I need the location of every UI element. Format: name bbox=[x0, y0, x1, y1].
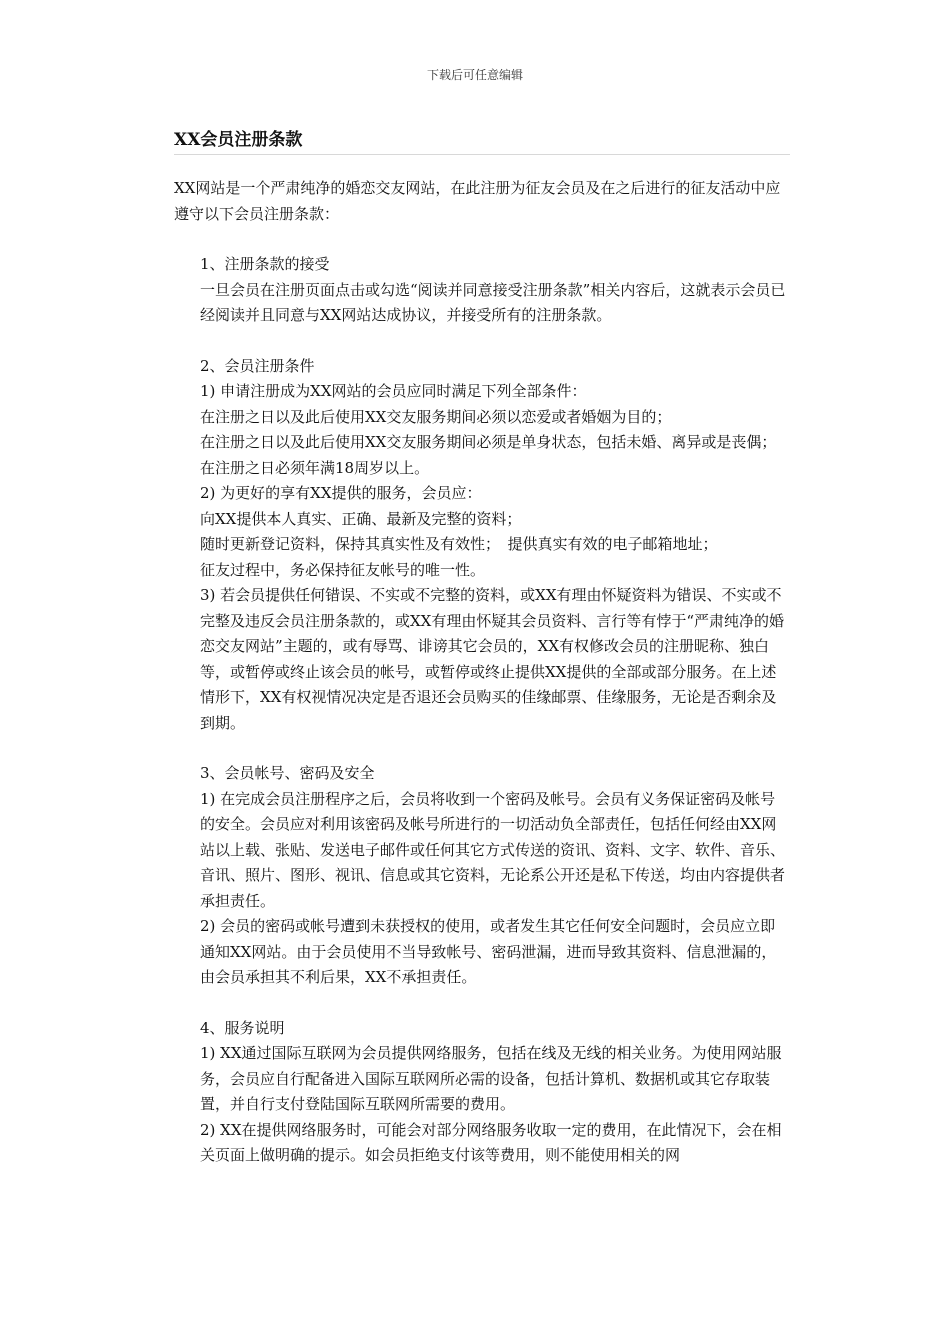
section-heading: 4、服务说明 bbox=[200, 1018, 285, 1037]
paragraph: 1) 在完成会员注册程序之后，会员将收到一个密码及帐号。会员有义务保证密码及帐号的安全。会员应对利用该密码及帐号所进行的一切活动负全部责任，包括任何经由XX网站以上载、张贴、发送电子邮件或任何其它方式传送的资讯、资料、文字、软件、音乐、音讯、照片、图形、视讯、信息或其它资料，无论系公开还是私下传送，均由内容提供者承担责任。 bbox=[200, 789, 786, 910]
section-1 bbox=[174, 252, 790, 329]
paragraph: 向XX提供本人真实、正确、最新及完整的资料； bbox=[200, 509, 522, 528]
paragraph: 在注册之日必须年满18周岁以上。 bbox=[200, 458, 430, 477]
paragraph: 一旦会员在注册页面点击或勾选“阅读并同意接受注册条款”相关内容后，这就表示会员已经阅读并且同意与XX网站达成协议，并接受所有的注册条款。 bbox=[200, 280, 786, 324]
section-heading: 2、会员注册条件 bbox=[200, 356, 315, 375]
section-heading: 3、会员帐号、密码及安全 bbox=[200, 764, 375, 782]
header-note: 下载后可任意编辑 bbox=[426, 68, 523, 82]
intro-paragraph: XX网站是一个严肃纯净的婚恋交友网站，在此注册为征友会员及在之后进行的征友活动中应遵守以下会员注册条款： bbox=[174, 179, 781, 223]
paragraph: 随时更新登记资料，保持其真实性及有效性； 提供真实有效的电子邮箱地址； bbox=[200, 535, 718, 553]
paragraph: 2) XX在提供网络服务时，可能会对部分网络服务收取一定的费用，在此情况下，会在相关页面上做明确的提示。如会员拒绝支付该等费用，则不能使用相关的网 bbox=[200, 1120, 782, 1164]
page-title: XX会员注册条款 bbox=[174, 125, 790, 155]
paragraph: 2) 为更好的享有XX提供的服务，会员应： bbox=[200, 484, 482, 502]
paragraph: 在注册之日以及此后使用XX交友服务期间必须以恋爱或者婚姻为目的； bbox=[200, 407, 672, 426]
section-3 bbox=[174, 761, 790, 991]
paragraph: 在注册之日以及此后使用XX交友服务期间必须是单身状态，包括未婚、离异或是丧偶； bbox=[200, 433, 777, 451]
document-body bbox=[174, 176, 790, 1169]
section-heading: 1、注册条款的接受 bbox=[200, 255, 330, 273]
paragraph: 1) 申请注册成为XX网站的会员应同时满足下列全部条件： bbox=[200, 382, 587, 400]
paragraph: 3) 若会员提供任何错误、不实或不完整的资料，或XX有理由怀疑资料为错误、不实或不完整及违反会员注册条款的，或XX有理由怀疑其会员资料、言行等有悖于“严肃纯净的婚恋交友网站”主题的，或有辱骂、诽谤其它会员的，XX有权修改会员的注册昵称、独白等，或暂停或终止该会员的帐号，或暂停或终止提供XX提供的全部或部分服务。在上述情形下，XX有权视情况决定是否退还会员购买的佳缘邮票、佳缘服务，无论是否剩余及到期。 bbox=[200, 586, 785, 732]
section-4 bbox=[174, 1016, 790, 1169]
paragraph: 1) XX通过国际互联网为会员提供网络服务，包括在线及无线的相关业务。为使用网站服务，会员应自行配备进入国际互联网所必需的设备，包括计算机、数据机或其它存取装置，并自行支付登陆国际互联网所需要的费用。 bbox=[200, 1044, 782, 1113]
paragraph: 2) 会员的密码或帐号遭到未获授权的使用，或者发生其它任何安全问题时，会员应立即通知XX网站。由于会员使用不当导致帐号、密码泄漏，进而导致其资料、信息泄漏的，由会员承担其不利后果，XX不承担责任。 bbox=[200, 917, 777, 986]
section-2 bbox=[174, 354, 790, 737]
paragraph: 征友过程中，务必保持征友帐号的唯一性。 bbox=[200, 560, 486, 579]
